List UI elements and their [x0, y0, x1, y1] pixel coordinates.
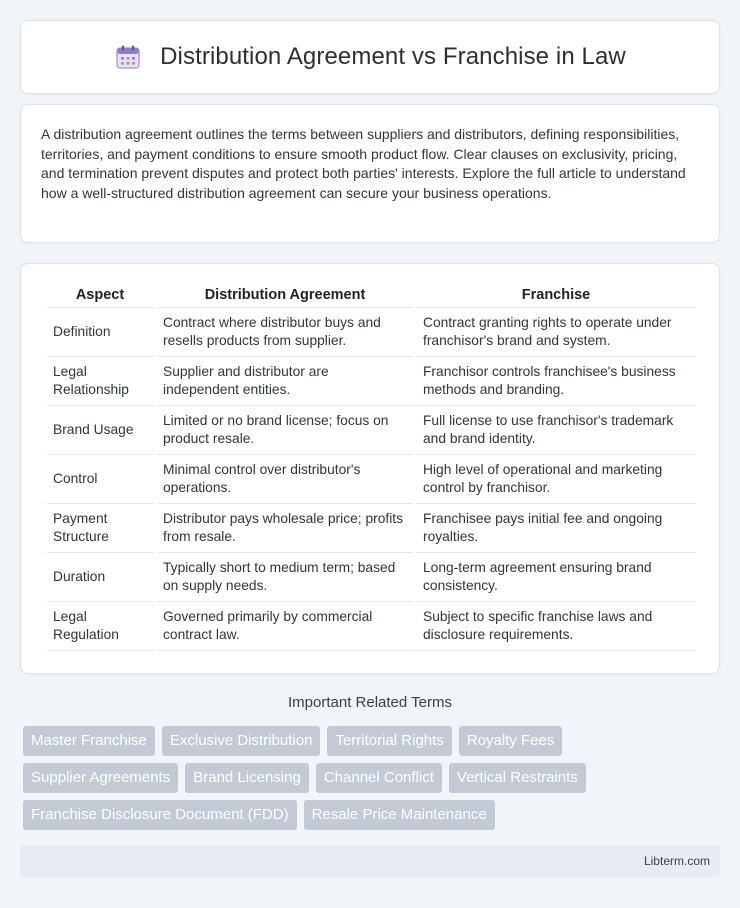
header-distribution: Distribution Agreement: [157, 284, 413, 308]
franchise-cell: Subject to specific franchise laws and disclosure requirements.: [417, 602, 695, 651]
related-terms-heading: Important Related Terms: [288, 694, 452, 711]
distribution-cell: Supplier and distributor are independent entities.: [157, 357, 413, 406]
franchise-cell: High level of operational and marketing control by franchisor.: [417, 455, 695, 504]
tag-brand-licensing[interactable]: Brand Licensing: [185, 763, 309, 793]
distribution-cell: Limited or no brand license; focus on product resale.: [157, 406, 413, 455]
aspect-cell: Legal Regulation: [47, 602, 153, 651]
distribution-cell: Contract where distributor buys and resells products from supplier.: [157, 308, 413, 357]
footer: [20, 845, 720, 877]
tag-vertical-restraints[interactable]: Vertical Restraints: [449, 763, 586, 793]
tag-row: [23, 726, 713, 756]
table-header-row: [47, 284, 695, 308]
header-franchise: Franchise: [417, 284, 695, 308]
tag-row: [23, 800, 713, 830]
table-row: [47, 455, 695, 504]
tag-resale-price-maintenance[interactable]: Resale Price Maintenance: [304, 800, 495, 830]
distribution-cell: Distributor pays wholesale price; profits from resale.: [157, 504, 413, 553]
tag-royalty-fees[interactable]: Royalty Fees: [459, 726, 563, 756]
distribution-cell: Minimal control over distributor's operations.: [157, 455, 413, 504]
title-card: [20, 20, 720, 94]
calendar-icon: [114, 43, 142, 71]
aspect-cell: Control: [47, 455, 153, 504]
header-aspect: Aspect: [47, 284, 153, 308]
distribution-cell: Governed primarily by commercial contract law.: [157, 602, 413, 651]
franchise-cell: Franchisor controls franchisee's business methods and branding.: [417, 357, 695, 406]
aspect-cell: Legal Relationship: [47, 357, 153, 406]
comparison-table: [43, 284, 699, 651]
franchise-cell: Long-term agreement ensuring brand consistency.: [417, 553, 695, 602]
tag-franchise-disclosure-document[interactable]: Franchise Disclosure Document (FDD): [23, 800, 297, 830]
intro-card: [20, 104, 720, 243]
franchise-cell: Contract granting rights to operate under franchisor's brand and system.: [417, 308, 695, 357]
table-row: [47, 406, 695, 455]
franchise-cell: Full license to use franchisor's trademark and brand identity.: [417, 406, 695, 455]
tag-master-franchise[interactable]: Master Franchise: [23, 726, 155, 756]
table-row: [47, 357, 695, 406]
tag-exclusive-distribution[interactable]: Exclusive Distribution: [162, 726, 321, 756]
tag-supplier-agreements[interactable]: Supplier Agreements: [23, 763, 178, 793]
aspect-cell: Brand Usage: [47, 406, 153, 455]
comparison-table-card: [20, 263, 720, 674]
table-row: [47, 602, 695, 651]
title-wrap: [114, 43, 626, 71]
table-row: [47, 553, 695, 602]
tag-row: [23, 763, 713, 793]
tag-channel-conflict[interactable]: Channel Conflict: [316, 763, 442, 793]
table-row: [47, 308, 695, 357]
related-terms-tags: [23, 726, 713, 837]
aspect-cell: Payment Structure: [47, 504, 153, 553]
footer-site-link[interactable]: Libterm.com: [643, 854, 710, 868]
distribution-cell: Typically short to medium term; based on supply needs.: [157, 553, 413, 602]
aspect-cell: Duration: [47, 553, 153, 602]
tag-territorial-rights[interactable]: Territorial Rights: [327, 726, 451, 756]
franchise-cell: Franchisee pays initial fee and ongoing royalties.: [417, 504, 695, 553]
table-row: [47, 504, 695, 553]
aspect-cell: Definition: [47, 308, 153, 357]
page-title: Distribution Agreement vs Franchise in Law: [160, 43, 626, 70]
intro-paragraph: A distribution agreement outlines the terms between suppliers and distributors, defining responsibilities, territories, and payment conditions to ensure smooth product flow. Clear clauses on exclusivity, pricing, and termination prevent disputes and protect both parties' interests. Explore the full article to understand how a well-structured distribution agreement can secure your business operations.: [41, 126, 686, 201]
